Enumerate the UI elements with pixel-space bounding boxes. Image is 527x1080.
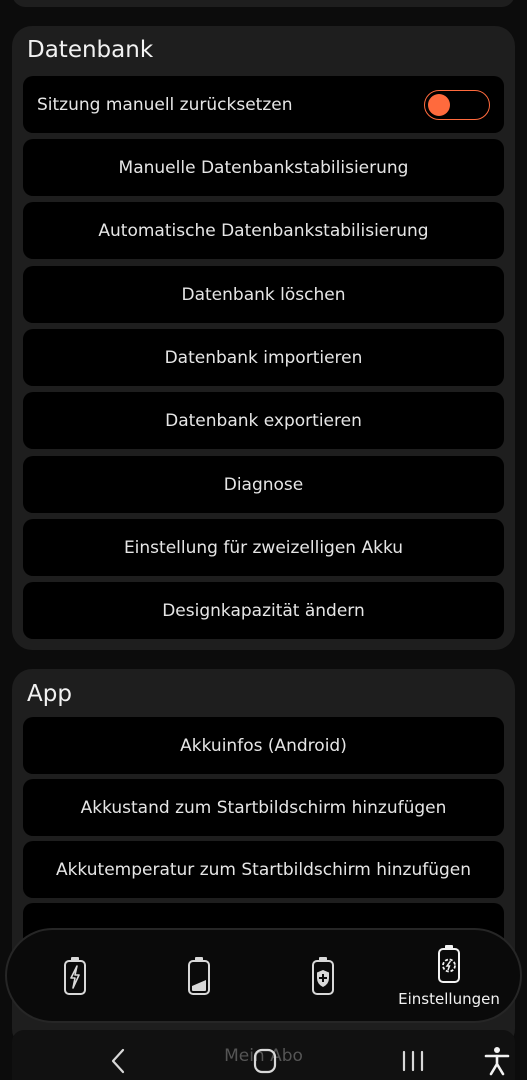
- battery-level-icon: [187, 956, 211, 996]
- nav-item-battery-level[interactable]: [144, 930, 254, 1021]
- previous-card-edge: [12, 0, 515, 7]
- battery-health-icon: [311, 956, 335, 996]
- dual-cell-battery-button[interactable]: Einstellung für zweizelligen Akku: [23, 519, 504, 576]
- add-battery-level-widget-button[interactable]: Akkustand zum Startbildschirm hinzufügen: [23, 779, 504, 836]
- delete-database-button[interactable]: Datenbank löschen: [23, 266, 504, 323]
- recents-icon[interactable]: [400, 1050, 426, 1072]
- nav-item-battery-health[interactable]: [268, 930, 378, 1021]
- export-database-button[interactable]: Datenbank exportieren: [23, 392, 504, 449]
- nav-label-settings: Einstellungen: [398, 989, 500, 1008]
- battery-settings-icon: [437, 944, 461, 984]
- section-title-database: Datenbank: [27, 37, 154, 63]
- system-navigation-bar: [0, 1030, 527, 1080]
- my-subscription-ghost-text: Mein Abo: [224, 1046, 303, 1066]
- back-icon[interactable]: [108, 1048, 128, 1074]
- bottom-navigation: [5, 928, 522, 1023]
- import-database-button[interactable]: Datenbank importieren: [23, 329, 504, 386]
- add-battery-temperature-widget-button[interactable]: Akkutemperatur zum Startbildschirm hinzufügen: [23, 841, 504, 898]
- toggle-knob: [428, 94, 450, 116]
- database-card: [12, 26, 515, 650]
- manual-stabilization-button[interactable]: Manuelle Datenbankstabilisierung: [23, 139, 504, 196]
- reset-session-label: Sitzung manuell zurücksetzen: [37, 94, 293, 115]
- nav-item-settings[interactable]: [394, 930, 504, 1021]
- section-title-app: App: [27, 681, 72, 707]
- nav-item-charging[interactable]: [20, 930, 130, 1021]
- home-icon[interactable]: [253, 1048, 277, 1074]
- accessibility-icon[interactable]: [484, 1046, 510, 1076]
- reset-session-row[interactable]: [23, 76, 504, 133]
- reset-session-toggle[interactable]: [424, 90, 490, 120]
- battery-info-android-button[interactable]: Akkuinfos (Android): [23, 717, 504, 774]
- diagnose-button[interactable]: Diagnose: [23, 456, 504, 513]
- automatic-stabilization-button[interactable]: Automatische Datenbankstabilisierung: [23, 202, 504, 259]
- battery-charging-icon: [63, 956, 87, 996]
- design-capacity-button[interactable]: Designkapazität ändern: [23, 582, 504, 639]
